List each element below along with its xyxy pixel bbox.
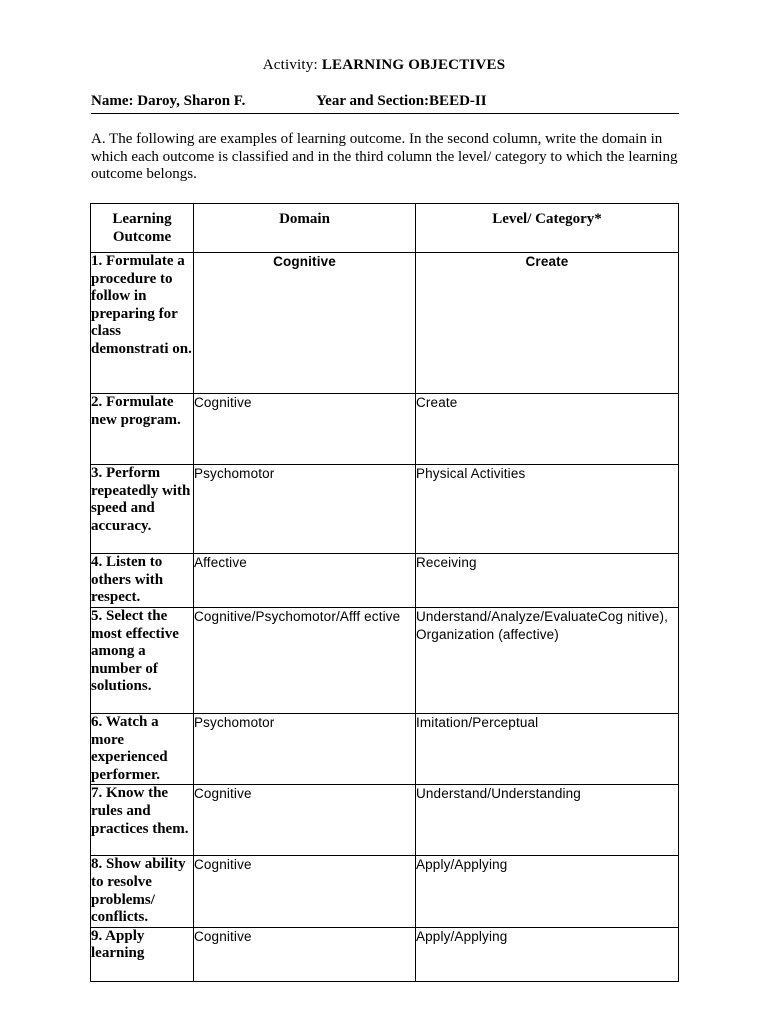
table-row [91, 927, 679, 981]
table-row [91, 856, 679, 927]
outcome-cell: 2. Formulate new program. [91, 394, 194, 465]
table-header-row [91, 204, 679, 253]
header-level-category: Level/ Category* [416, 204, 679, 253]
level-cell: Apply/Applying [416, 856, 679, 927]
domain-cell: Cognitive [194, 856, 416, 927]
outcome-cell: 1. Formulate a procedure to follow in preparing for class demonstrati on. [91, 253, 194, 394]
level-cell: Understand/Understanding [416, 785, 679, 856]
instructions-paragraph: A. The following are examples of learning outcome. In the second column, write the domain in which each outcome is classified and in the third column the level/ category to which the learning outcome belongs. [91, 131, 678, 183]
domain-cell: Cognitive [194, 394, 416, 465]
level-cell: Apply/Applying [416, 927, 679, 981]
domain-cell: Cognitive [194, 785, 416, 856]
table-row [91, 253, 679, 394]
year-and-section: Year and Section:BEED-II [316, 93, 487, 109]
student-name: Name: Daroy, Sharon F. [91, 93, 246, 109]
table-row [91, 554, 679, 608]
domain-cell: Psychomotor [194, 465, 416, 554]
table-row [91, 465, 679, 554]
domain-cell: Cognitive [194, 927, 416, 981]
student-info-line [91, 93, 679, 114]
domain-cell: Cognitive [194, 253, 416, 394]
outcome-cell: 6. Watch a more experienced performer. [91, 714, 194, 785]
table-row [91, 608, 679, 714]
learning-objectives-table [90, 203, 679, 982]
level-cell: Create [416, 394, 679, 465]
table-row [91, 714, 679, 785]
activity-name: LEARNING OBJECTIVES [321, 57, 506, 73]
table-row [91, 785, 679, 856]
level-cell: Receiving [416, 554, 679, 608]
header-learning-outcome: Learning Outcome [91, 204, 194, 253]
outcome-cell: 3. Perform repeatedly with speed and accuracy. [91, 465, 194, 554]
domain-cell: Psychomotor [194, 714, 416, 785]
domain-cell: Affective [194, 554, 416, 608]
activity-prefix: Activity: [262, 57, 322, 73]
level-cell: Understand/Analyze/EvaluateCog nitive), Organization (affective) [416, 608, 679, 714]
activity-title [0, 57, 768, 74]
level-cell: Physical Activities [416, 465, 679, 554]
domain-cell: Cognitive/Psychomotor/Afff ective [194, 608, 416, 714]
header-domain: Domain [194, 204, 416, 253]
level-cell: Create [416, 253, 679, 394]
outcome-cell: 9. Apply learning [91, 927, 194, 981]
outcome-cell: 4. Listen to others with respect. [91, 554, 194, 608]
outcome-cell: 7. Know the rules and practices them. [91, 785, 194, 856]
table-row [91, 394, 679, 465]
level-cell: Imitation/Perceptual [416, 714, 679, 785]
outcome-cell: 5. Select the most effective among a number of solutions. [91, 608, 194, 714]
outcome-cell: 8. Show ability to resolve problems/ conflicts. [91, 856, 194, 927]
